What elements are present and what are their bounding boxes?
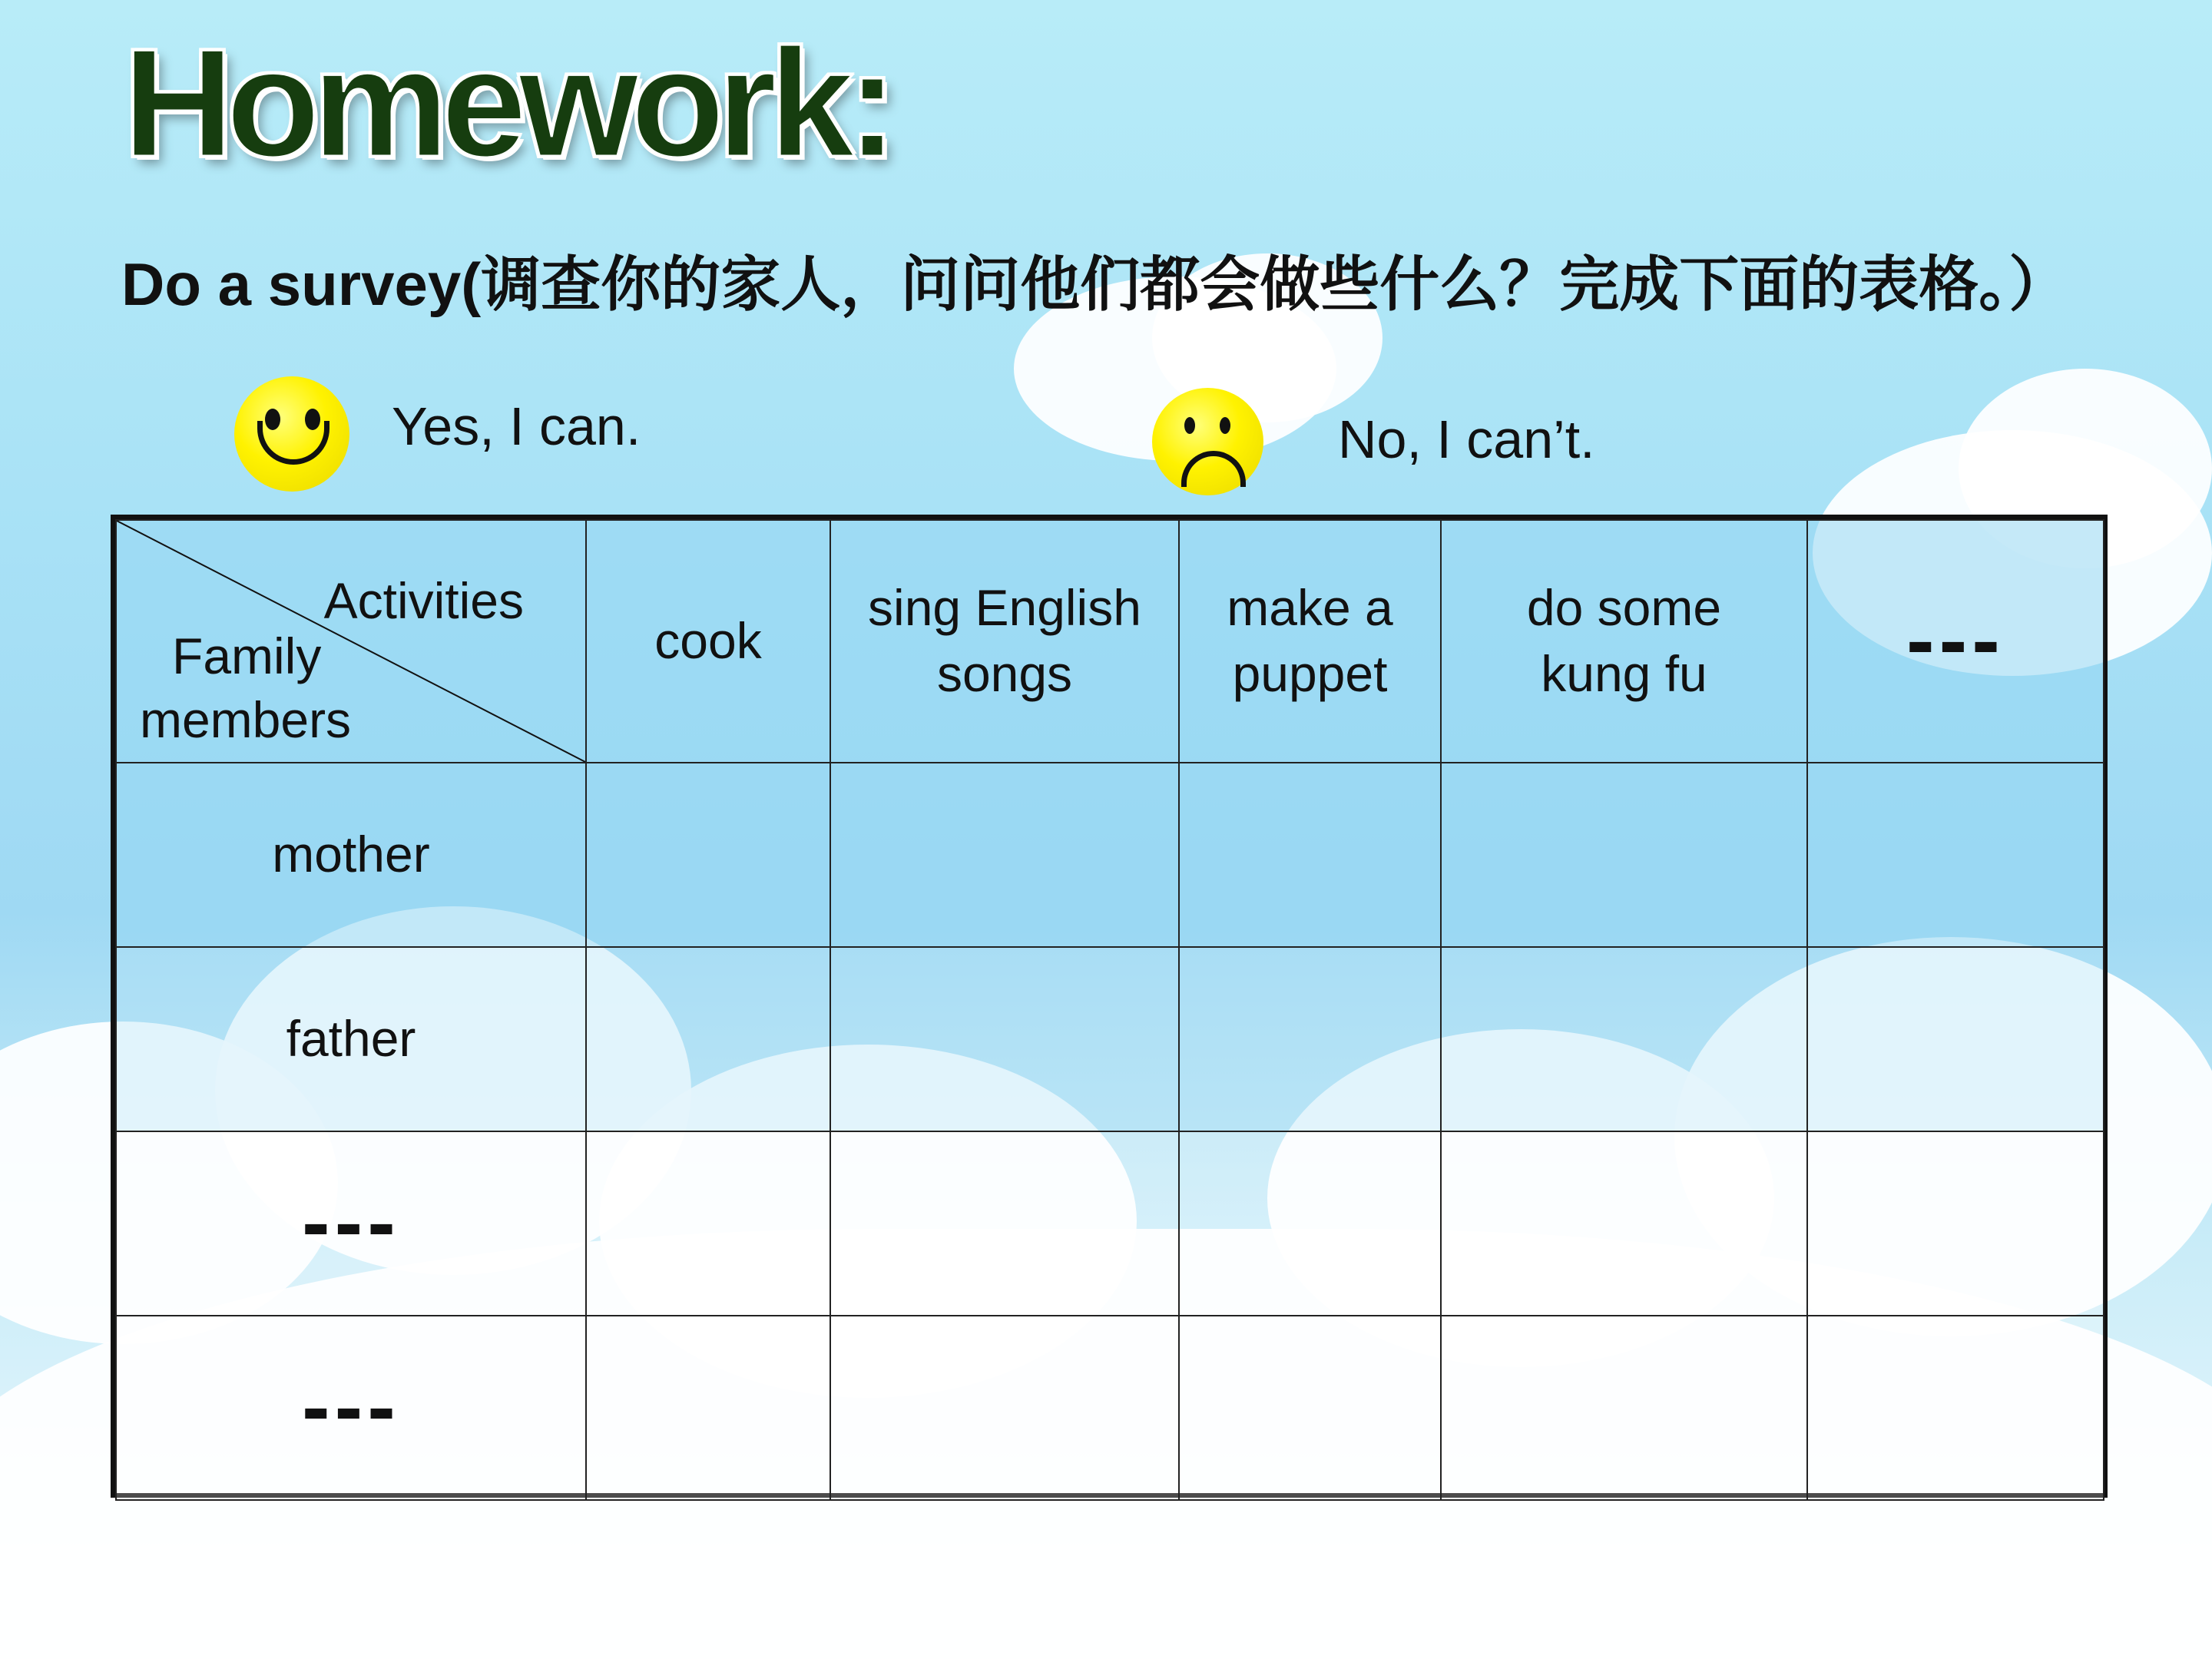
smiley-face-icon: [234, 376, 349, 492]
survey-cell[interactable]: [830, 1316, 1179, 1500]
column-header-sing-english-songs: sing English songs: [830, 520, 1179, 763]
survey-cell[interactable]: [1807, 947, 2104, 1131]
survey-cell[interactable]: [830, 1131, 1179, 1316]
corner-activities-label: Activities: [323, 572, 524, 629]
header-corner-cell: [116, 520, 586, 763]
survey-cell[interactable]: [1179, 763, 1441, 947]
survey-cell[interactable]: [1179, 1316, 1441, 1500]
corner-family-members-label: Family members: [140, 628, 352, 748]
table-row: [116, 1316, 2104, 1500]
survey-instruction: Do a survey(调查你的家人，问问他们都会做些什么？完成下面的表格。）: [121, 250, 2069, 318]
column-header-do-some-kung-fu: do some kung fu: [1441, 520, 1807, 763]
table-row: [116, 1131, 2104, 1316]
survey-cell[interactable]: [586, 947, 830, 1131]
page-title: Homework:: [123, 18, 891, 189]
column-header-other: ---: [1807, 520, 2104, 763]
legend-no-text: No, I can’t.: [1338, 409, 1595, 469]
survey-cell[interactable]: [1441, 1316, 1807, 1500]
table-row: [116, 763, 2104, 947]
survey-cell[interactable]: [1179, 947, 1441, 1131]
survey-cell[interactable]: [830, 763, 1179, 947]
row-label-father: father: [116, 947, 586, 1131]
survey-cell[interactable]: [1441, 947, 1807, 1131]
survey-cell[interactable]: [1807, 1131, 2104, 1316]
survey-cell[interactable]: [586, 763, 830, 947]
survey-cell[interactable]: [586, 1131, 830, 1316]
survey-table: [111, 515, 2108, 1498]
table-header-row: [116, 520, 2104, 763]
survey-cell[interactable]: [1807, 1316, 2104, 1500]
row-label-mother: mother: [116, 763, 586, 947]
survey-cell[interactable]: [830, 947, 1179, 1131]
column-header-cook: cook: [586, 520, 830, 763]
survey-cell[interactable]: [586, 1316, 830, 1500]
survey-cell[interactable]: [1807, 763, 2104, 947]
table-row: [116, 947, 2104, 1131]
column-header-make-a-puppet: make a puppet: [1179, 520, 1441, 763]
row-label-other: ---: [116, 1316, 586, 1500]
survey-cell[interactable]: [1179, 1131, 1441, 1316]
legend-yes-text: Yes, I can.: [392, 396, 641, 456]
sad-face-icon: [1152, 388, 1263, 495]
survey-cell[interactable]: [1441, 1131, 1807, 1316]
row-label-other: ---: [116, 1131, 586, 1316]
survey-cell[interactable]: [1441, 763, 1807, 947]
